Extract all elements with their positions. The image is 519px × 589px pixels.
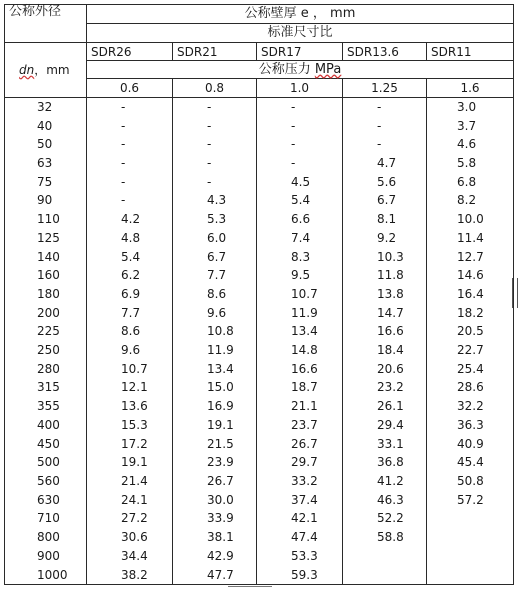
thickness-cell: -: [257, 97, 343, 116]
sdr-title: 标准尺寸比: [267, 25, 333, 41]
table-row: [5, 472, 514, 491]
dn-cell: 75: [5, 172, 87, 191]
thickness-cell: 14.8: [257, 341, 343, 360]
dn-cell: 63: [5, 154, 87, 173]
thickness-cell: 10.7: [87, 359, 173, 378]
table-row: [5, 154, 514, 173]
thickness-cell: -: [87, 154, 173, 173]
table-row: [5, 210, 514, 229]
thickness-cell: 42.1: [257, 509, 343, 528]
dn-cell: 500: [5, 453, 87, 472]
thickness-cell: -: [87, 97, 173, 116]
thickness-cell: 25.4: [427, 359, 514, 378]
thickness-cell: 14.7: [343, 303, 427, 322]
thickness-cell: 21.5: [173, 434, 257, 453]
thickness-cell: -: [87, 116, 173, 135]
thickness-cell: 29.4: [343, 416, 427, 435]
thickness-cell: 6.7: [343, 191, 427, 210]
dn-cell: 110: [5, 210, 87, 229]
thickness-cell: 8.1: [343, 210, 427, 229]
table-row: [5, 135, 514, 154]
thickness-cell: 4.5: [257, 172, 343, 191]
thickness-cell: 6.2: [87, 266, 173, 285]
thickness-cell: 13.6: [87, 397, 173, 416]
thickness-cell: 30.0: [173, 490, 257, 509]
thickness-cell: -: [87, 135, 173, 154]
thickness-cell: 7.7: [87, 303, 173, 322]
dn-cell: 160: [5, 266, 87, 285]
table-row: [5, 509, 514, 528]
thickness-cell: 16.4: [427, 285, 514, 304]
thickness-cell: 3.7: [427, 116, 514, 135]
thickness-cell: 47.7: [173, 565, 257, 584]
pressure-value: 0.6: [87, 79, 173, 97]
dn-cell: 140: [5, 247, 87, 266]
dn-cell: 50: [5, 135, 87, 154]
thickness-cell: 36.3: [427, 416, 514, 435]
thickness-cell: 57.2: [427, 490, 514, 509]
thickness-cell: -: [87, 172, 173, 191]
dn-unit: ，mm: [34, 62, 70, 77]
dn-symbol: dn: [19, 62, 35, 77]
sdr-header: [87, 24, 514, 43]
thickness-cell: 6.9: [87, 285, 173, 304]
thickness-cell: 29.7: [257, 453, 343, 472]
thickness-cell: 10.3: [343, 247, 427, 266]
table-row: [5, 97, 514, 116]
table-row: [5, 453, 514, 472]
table-row: [5, 528, 514, 547]
thickness-cell: 20.6: [343, 359, 427, 378]
table-row: [5, 378, 514, 397]
thickness-cell: 20.5: [427, 322, 514, 341]
dn-cell: 315: [5, 378, 87, 397]
thickness-cell: 13.4: [257, 322, 343, 341]
thickness-cell: 33.2: [257, 472, 343, 491]
thickness-cell: [427, 509, 514, 528]
thickness-cell: 11.9: [173, 341, 257, 360]
thickness-cell: 10.0: [427, 210, 514, 229]
thickness-cell: 37.4: [257, 490, 343, 509]
thickness-cell: -: [257, 116, 343, 135]
thickness-cell: 16.6: [257, 359, 343, 378]
thickness-cell: 8.2: [427, 191, 514, 210]
thickness-cell: 23.2: [343, 378, 427, 397]
thickness-cell: [427, 528, 514, 547]
thickness-cell: 5.8: [427, 154, 514, 173]
thickness-cell: 13.8: [343, 285, 427, 304]
thickness-cell: 21.4: [87, 472, 173, 491]
thickness-cell: 11.8: [343, 266, 427, 285]
thickness-cell: [427, 565, 514, 584]
thickness-cell: 26.1: [343, 397, 427, 416]
thickness-cell: 8.6: [173, 285, 257, 304]
thickness-cell: 5.6: [343, 172, 427, 191]
thickness-cell: -: [173, 172, 257, 191]
wall-thickness-title: 公称壁厚 e ， mm: [244, 6, 356, 22]
pipe-wall-thickness-table: [4, 4, 514, 585]
thickness-cell: 18.4: [343, 341, 427, 360]
sdr-label: SDR13.6: [343, 43, 427, 61]
table-row: [5, 247, 514, 266]
thickness-cell: 3.0: [427, 97, 514, 116]
thickness-cell: 16.9: [173, 397, 257, 416]
thickness-cell: 21.1: [257, 397, 343, 416]
thickness-cell: 53.3: [257, 546, 343, 565]
dn-cell: 90: [5, 191, 87, 210]
table-row: [5, 359, 514, 378]
dn-cell: 800: [5, 528, 87, 547]
thickness-cell: -: [173, 116, 257, 135]
sdr-label: SDR17: [257, 43, 343, 61]
thickness-cell: -: [343, 135, 427, 154]
thickness-cell: 58.8: [343, 528, 427, 547]
thickness-cell: 15.3: [87, 416, 173, 435]
thickness-cell: 11.9: [257, 303, 343, 322]
dn-cell: 40: [5, 116, 87, 135]
thickness-cell: 10.8: [173, 322, 257, 341]
pressure-title: 公称压力: [258, 61, 315, 77]
thickness-cell: 41.2: [343, 472, 427, 491]
dn-cell: 630: [5, 490, 87, 509]
thickness-cell: 9.6: [173, 303, 257, 322]
thickness-cell: 50.8: [427, 472, 514, 491]
thickness-cell: 4.7: [343, 154, 427, 173]
thickness-cell: 34.4: [87, 546, 173, 565]
table-row: [5, 490, 514, 509]
table-row: [5, 285, 514, 304]
dn-cell: 180: [5, 285, 87, 304]
thickness-cell: 17.2: [87, 434, 173, 453]
thickness-cell: -: [257, 154, 343, 173]
sdr-label: SDR11: [427, 43, 514, 61]
thickness-cell: -: [173, 154, 257, 173]
dn-cell: 450: [5, 434, 87, 453]
wall-thickness-header: [87, 5, 514, 24]
table-row: [5, 191, 514, 210]
sdr-label: SDR21: [173, 43, 257, 61]
thickness-cell: 6.8: [427, 172, 514, 191]
thickness-cell: 27.2: [87, 509, 173, 528]
thickness-cell: 5.3: [173, 210, 257, 229]
thickness-cell: 46.3: [343, 490, 427, 509]
dn-cell: 400: [5, 416, 87, 435]
dn-cell: 250: [5, 341, 87, 360]
thickness-cell: 6.6: [257, 210, 343, 229]
thickness-cell: 18.2: [427, 303, 514, 322]
thickness-cell: 14.6: [427, 266, 514, 285]
thickness-cell: 23.7: [257, 416, 343, 435]
dn-cell: 125: [5, 228, 87, 247]
thickness-cell: 42.9: [173, 546, 257, 565]
thickness-cell: [343, 565, 427, 584]
table-row: [5, 228, 514, 247]
thickness-cell: 7.4: [257, 228, 343, 247]
dn-cell: 32: [5, 97, 87, 116]
thickness-cell: 7.7: [173, 266, 257, 285]
dn-cell: 225: [5, 322, 87, 341]
thickness-cell: 19.1: [173, 416, 257, 435]
thickness-cell: 12.1: [87, 378, 173, 397]
dn-cell: 1000: [5, 565, 87, 584]
bottom-divider: [228, 586, 272, 587]
table-row: [5, 565, 514, 584]
pressure-value: 1.6: [427, 79, 514, 97]
pressure-value: 0.8: [173, 79, 257, 97]
thickness-cell: 11.4: [427, 228, 514, 247]
thickness-cell: [427, 546, 514, 565]
table-row: [5, 416, 514, 435]
thickness-cell: 30.6: [87, 528, 173, 547]
dn-cell: 900: [5, 546, 87, 565]
thickness-cell: 33.1: [343, 434, 427, 453]
thickness-cell: 15.0: [173, 378, 257, 397]
thickness-cell: 47.4: [257, 528, 343, 547]
table-row: [5, 546, 514, 565]
table-row: [5, 116, 514, 135]
table-row: [5, 397, 514, 416]
thickness-cell: -: [173, 97, 257, 116]
thickness-cell: 16.6: [343, 322, 427, 341]
outer-diameter-label: 公称外径: [9, 4, 62, 19]
table-row: [5, 172, 514, 191]
thickness-cell: 19.1: [87, 453, 173, 472]
thickness-cell: 5.4: [87, 247, 173, 266]
thickness-cell: -: [343, 116, 427, 135]
thickness-cell: 9.6: [87, 341, 173, 360]
thickness-cell: 32.2: [427, 397, 514, 416]
thickness-cell: 5.4: [257, 191, 343, 210]
thickness-cell: 26.7: [173, 472, 257, 491]
thickness-cell: 4.3: [173, 191, 257, 210]
scrollbar-grip: [512, 278, 518, 308]
pressure-value: 1.25: [343, 79, 427, 97]
table-row: [5, 266, 514, 285]
thickness-cell: -: [343, 97, 427, 116]
thickness-cell: 24.1: [87, 490, 173, 509]
dn-cell: 280: [5, 359, 87, 378]
thickness-cell: 8.3: [257, 247, 343, 266]
thickness-cell: 4.6: [427, 135, 514, 154]
thickness-cell: 23.9: [173, 453, 257, 472]
thickness-cell: -: [87, 191, 173, 210]
thickness-cell: 12.7: [427, 247, 514, 266]
thickness-cell: 4.2: [87, 210, 173, 229]
thickness-cell: -: [257, 135, 343, 154]
pressure-header: [87, 61, 514, 79]
thickness-cell: 4.8: [87, 228, 173, 247]
pressure-value: 1.0: [257, 79, 343, 97]
table-row: [5, 303, 514, 322]
dn-cell: 560: [5, 472, 87, 491]
thickness-cell: 45.4: [427, 453, 514, 472]
thickness-cell: 52.2: [343, 509, 427, 528]
table-row: [5, 434, 514, 453]
thickness-cell: 28.6: [427, 378, 514, 397]
thickness-cell: 38.2: [87, 565, 173, 584]
table-row: [5, 341, 514, 360]
pressure-unit: MPa: [314, 61, 342, 77]
thickness-cell: [343, 546, 427, 565]
sdr-label: SDR26: [87, 43, 173, 61]
thickness-cell: 10.7: [257, 285, 343, 304]
thickness-cell: 26.7: [257, 434, 343, 453]
thickness-cell: 59.3: [257, 565, 343, 584]
thickness-cell: 38.1: [173, 528, 257, 547]
dn-cell: 200: [5, 303, 87, 322]
thickness-cell: -: [173, 135, 257, 154]
thickness-cell: 8.6: [87, 322, 173, 341]
outer-diameter-header: [5, 5, 87, 43]
thickness-cell: 33.9: [173, 509, 257, 528]
dn-unit-header: [5, 43, 87, 97]
thickness-cell: 36.8: [343, 453, 427, 472]
thickness-cell: 9.2: [343, 228, 427, 247]
table-row: [5, 322, 514, 341]
thickness-cell: 6.7: [173, 247, 257, 266]
thickness-cell: 18.7: [257, 378, 343, 397]
dn-cell: 710: [5, 509, 87, 528]
dn-cell: 355: [5, 397, 87, 416]
thickness-cell: 9.5: [257, 266, 343, 285]
thickness-cell: 22.7: [427, 341, 514, 360]
thickness-cell: 13.4: [173, 359, 257, 378]
thickness-cell: 6.0: [173, 228, 257, 247]
thickness-cell: 40.9: [427, 434, 514, 453]
